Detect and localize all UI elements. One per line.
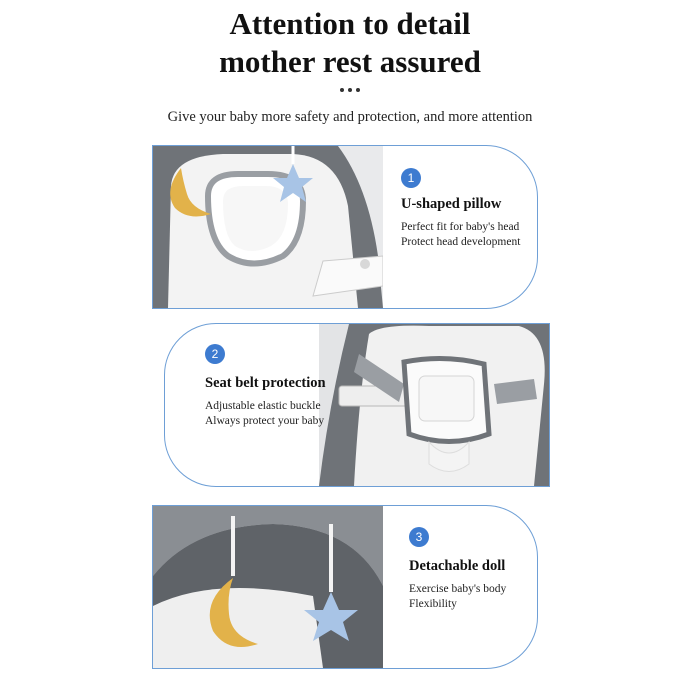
- feature-description-line: Always protect your baby: [205, 415, 325, 427]
- headline-line-1: Attention to detail: [229, 6, 471, 41]
- feature-card-u-shaped-pillow: [152, 145, 538, 309]
- feature-number-badge: 3: [409, 527, 429, 547]
- feature-number-badge: 1: [401, 168, 421, 188]
- pillow-photo: [153, 146, 383, 308]
- subtitle: Give your baby more safety and protection, and more attention: [167, 109, 533, 125]
- feature-text-1: [387, 146, 537, 308]
- seat-belt-photo: [319, 324, 549, 486]
- feature-title: U-shaped pillow: [401, 196, 502, 212]
- feature-title: Seat belt protection: [205, 375, 326, 391]
- decorative-dots: [338, 88, 364, 94]
- feature-description-line: Perfect fit for baby's head: [401, 221, 520, 233]
- feature-number-badge: 2: [205, 344, 225, 364]
- feature-card-detachable-doll: [152, 505, 538, 669]
- feature-description-line: Flexibility: [409, 598, 457, 610]
- feature-card-seat-belt: [164, 323, 550, 487]
- feature-description-line: Adjustable elastic buckle: [205, 400, 321, 412]
- feature-text-3: [387, 506, 537, 668]
- feature-text-2: [183, 324, 333, 486]
- feature-description-line: Exercise baby's body: [409, 583, 507, 595]
- doll-photo: [153, 506, 383, 668]
- feature-description-line: Protect head development: [401, 236, 521, 248]
- headline-line-2: mother rest assured: [219, 44, 481, 79]
- feature-title: Detachable doll: [409, 558, 506, 574]
